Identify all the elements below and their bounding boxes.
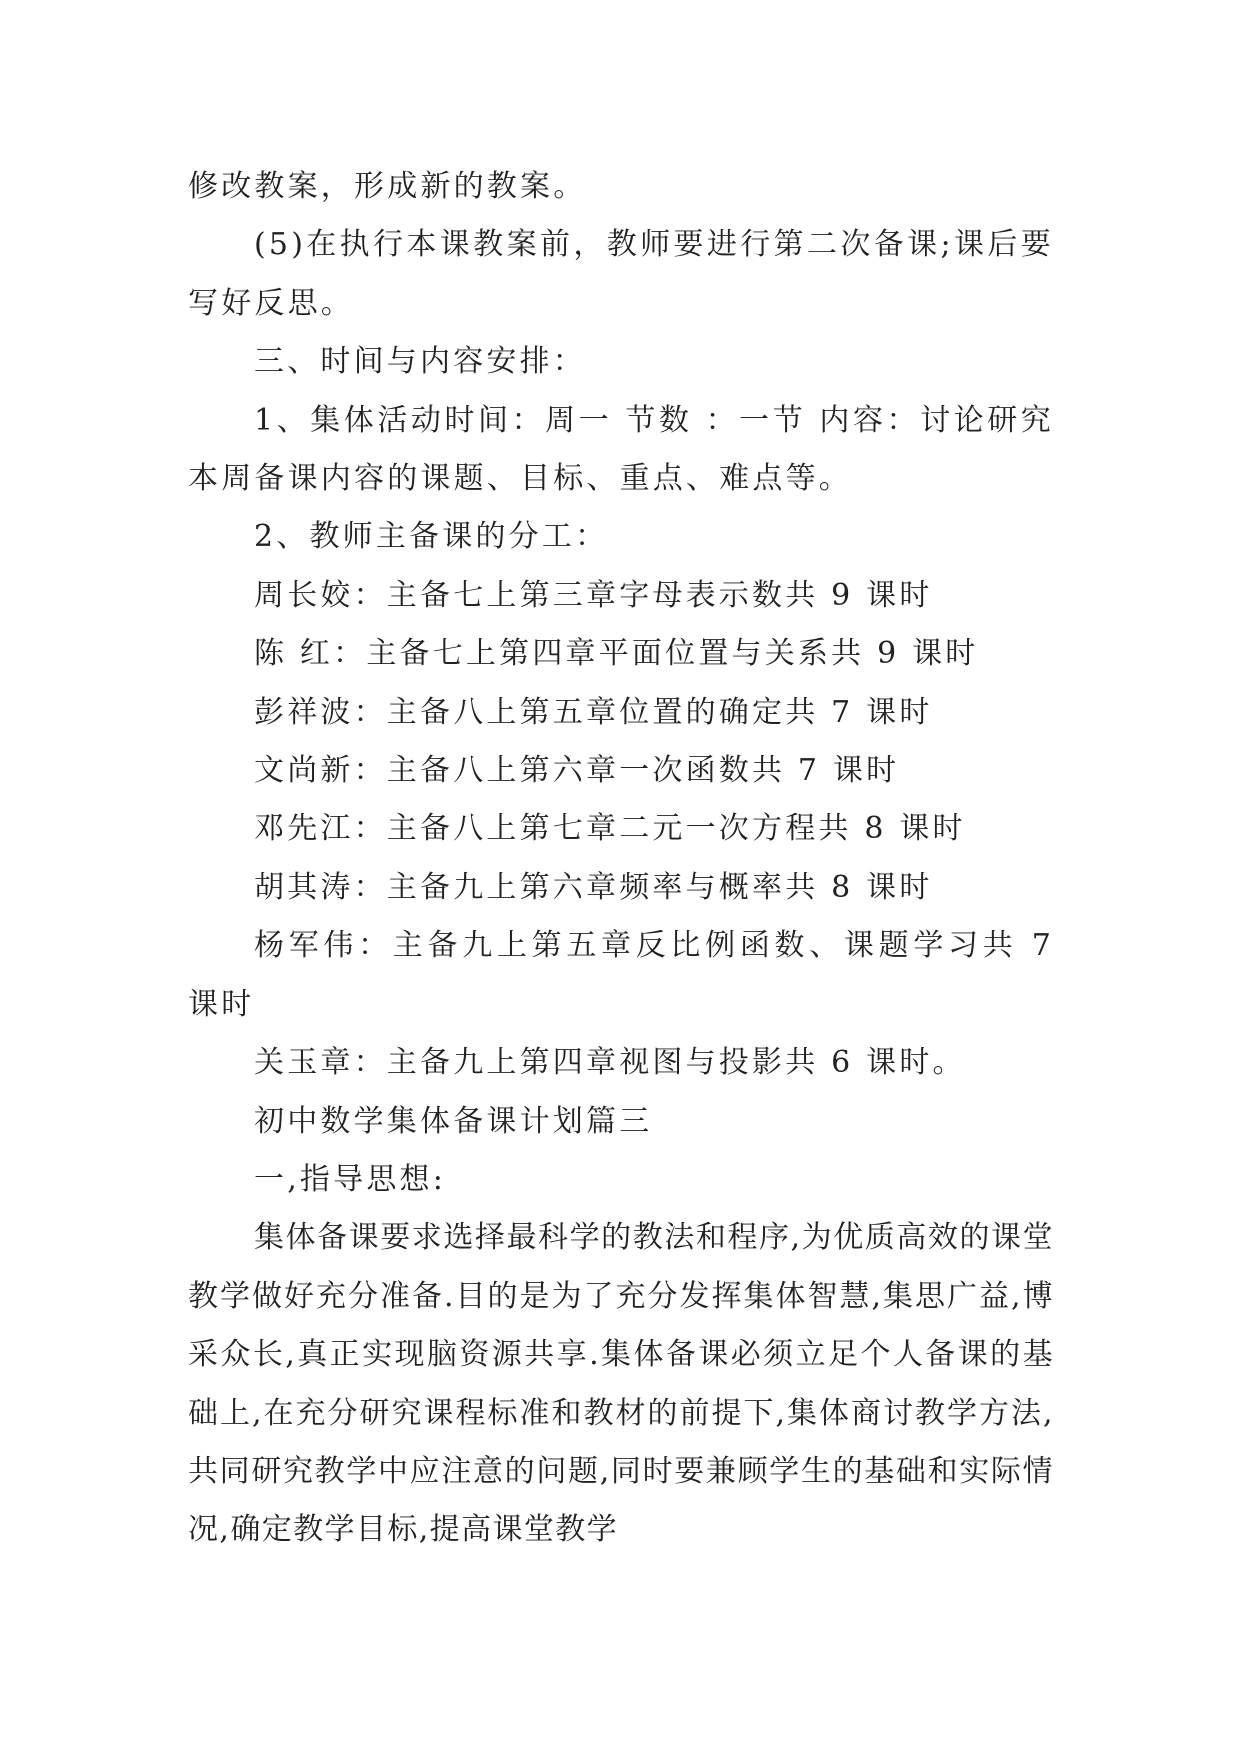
list-item: 周长姣：主备七上第三章字母表示数共 9 课时 <box>254 577 933 613</box>
section-title: 初中数学集体备课计划篇三 <box>254 1103 653 1139</box>
paragraph: 集体备课要求选择最科学的教法和程序,为优质高效的课堂教学做好充分准备.目的是为了充分发挥集体智慧,集思广益,博采众长,真正实现脑资源共享.集体备课必须立足个人备课的基础上,在充分研究课程标准和教材的前提下,集体商讨教学方法,共同研究教学中应注意的问题,同时要兼顾学生的基础和实际情况,确定教学目标,提高课堂教学 <box>188 1220 1054 1548</box>
paragraph: 修改教案，形成新的教案。 <box>188 169 587 204</box>
paragraph: 1、集体活动时间：周一 节数 ：一节 内容：讨论研究本周备课内容的课题、目标、重点、难点等。 <box>188 402 1054 497</box>
list-item: 关玉章：主备九上第四章视图与投影共 6 课时。 <box>254 1045 966 1081</box>
list-item: 邓先江：主备八上第七章二元一次方程共 8 课时 <box>254 811 966 847</box>
section-heading: 三、时间与内容安排： <box>254 344 586 380</box>
document-body <box>188 158 1054 1560</box>
list-item: 文尚新：主备八上第六章一次函数共 7 课时 <box>254 753 900 789</box>
list-item: 胡其涛：主备九上第六章频率与概率共 8 课时 <box>254 869 933 905</box>
paragraph: 2、教师主备课的分工： <box>254 519 609 555</box>
section-heading: 一,指导思想: <box>254 1161 447 1197</box>
paragraph: (5)在执行本课教案前，教师要进行第二次备课;课后要写好反思。 <box>188 227 1054 321</box>
list-item: 陈 红：主备七上第四章平面位置与关系共 9 课时 <box>254 636 979 672</box>
list-item: 彭祥波：主备八上第五章位置的确定共 7 课时 <box>254 694 933 730</box>
list-item: 杨军伟：主备九上第五章反比例函数、课题学习共 7 课时 <box>188 928 1054 1022</box>
